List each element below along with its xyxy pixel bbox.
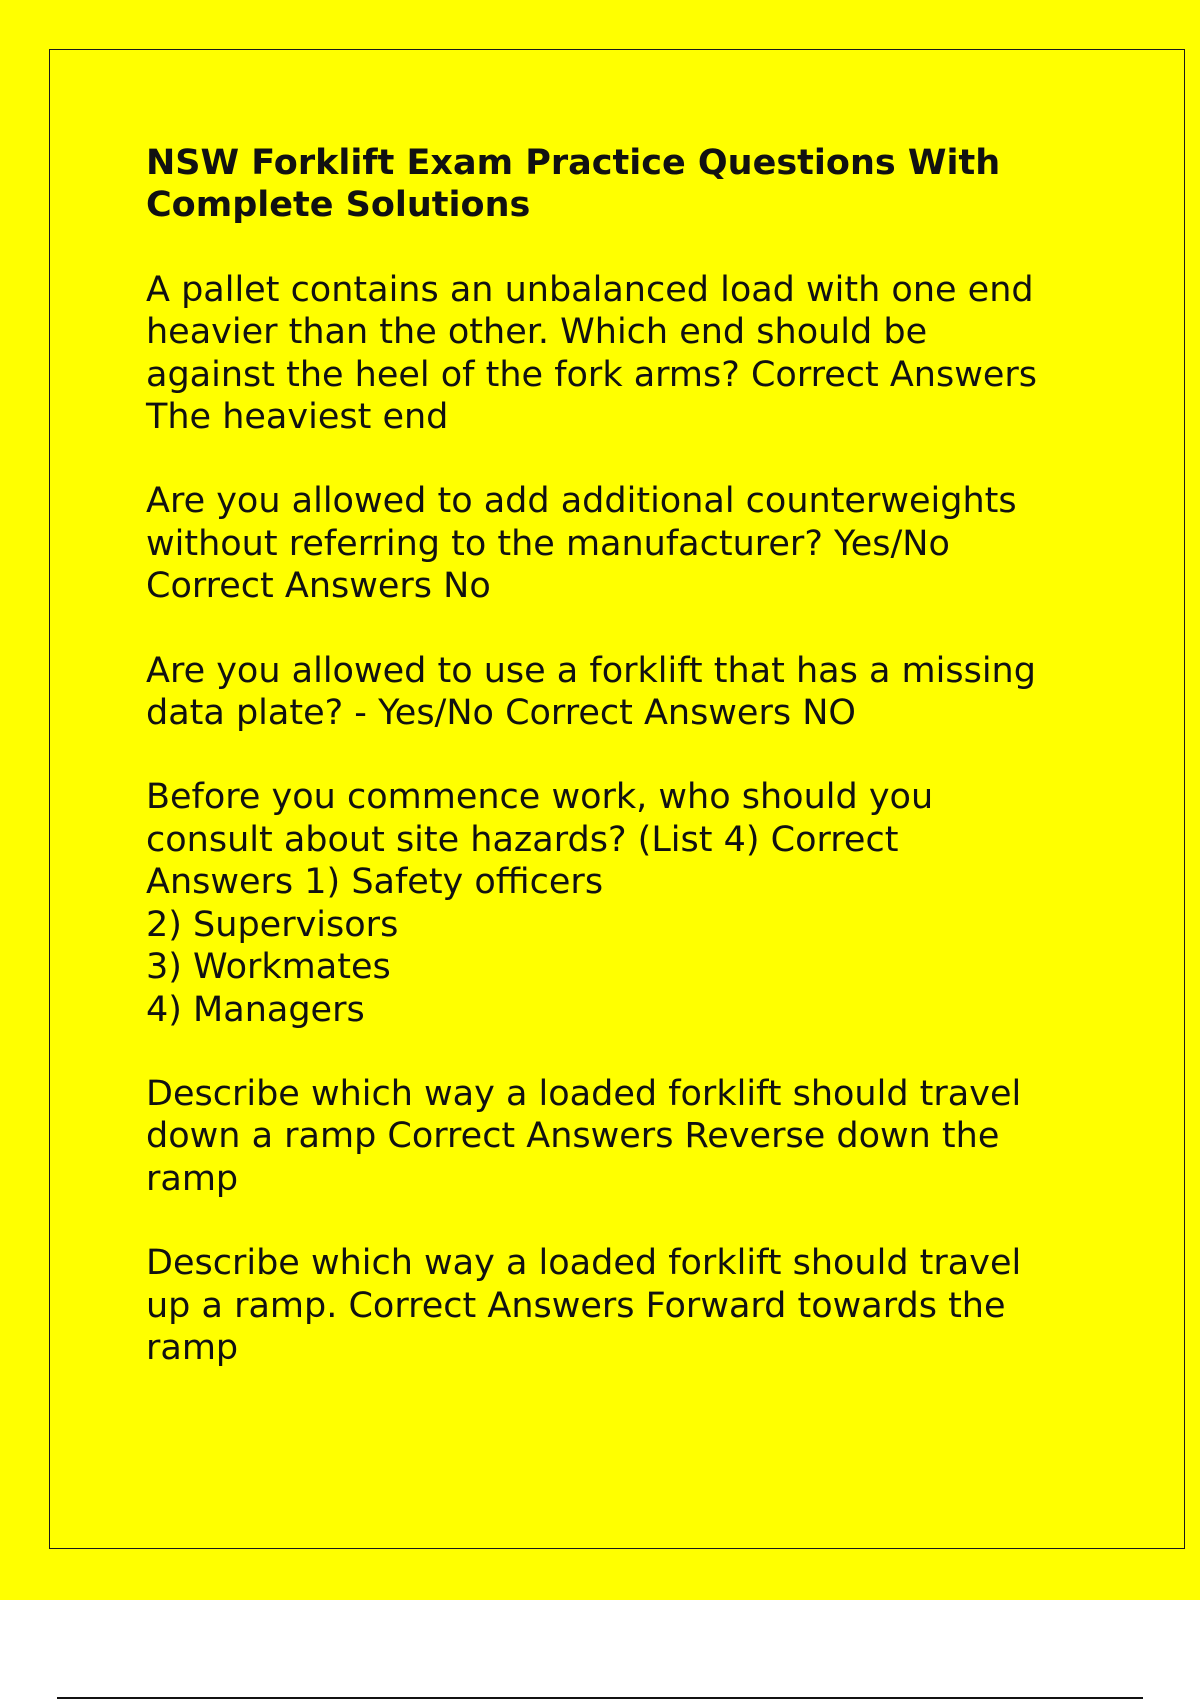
qa-item-up-ramp [146, 1242, 1106, 1369]
qa-item-down-ramp [146, 1073, 1106, 1200]
qa-line: The heaviest end [146, 397, 449, 438]
qa-line: against the heel of the fork arms? Correct Answers [146, 354, 1037, 395]
document-title [146, 142, 1106, 227]
qa-line: up a ramp. Correct Answers Forward towards the [146, 1285, 1006, 1326]
qa-item-site-hazards [146, 776, 1106, 1030]
qa-line: Are you allowed to use a forklift that has a missing [146, 650, 1036, 691]
qa-line: down a ramp Correct Answers Reverse down the [146, 1116, 1000, 1157]
qa-line: heavier than the other. Which end should be [146, 312, 928, 353]
qa-line: ramp [146, 1327, 239, 1368]
qa-line: 3) Workmates [146, 947, 391, 988]
qa-line: Correct Answers No [146, 566, 491, 607]
qa-line: A pallet contains an unbalanced load with one end [146, 269, 1034, 310]
title-line: Complete Solutions [146, 185, 531, 226]
title-line: NSW Forklift Exam Practice Questions With [146, 143, 1001, 183]
qa-line: Describe which way a loaded forklift should travel [146, 1243, 1022, 1284]
qa-line: 2) Supervisors [146, 904, 399, 945]
qa-line: Describe which way a loaded forklift should travel [146, 1073, 1022, 1114]
qa-line: without referring to the manufacturer? Yes/No [146, 523, 950, 564]
qa-line: ramp [146, 1158, 239, 1199]
qa-line: Answers 1) Safety officers [146, 862, 604, 903]
qa-line: 4) Managers [146, 989, 365, 1030]
qa-item-counterweights [146, 480, 1106, 607]
document-content [146, 142, 1106, 1411]
qa-line: Are you allowed to add additional counterweights [146, 481, 1017, 522]
qa-line: Before you commence work, who should you [146, 777, 934, 818]
qa-line: data plate? - Yes/No Correct Answers NO [146, 693, 856, 734]
qa-item-counterbalance [146, 269, 1106, 439]
footer-divider [57, 1697, 1143, 1699]
qa-item-data-plate [146, 650, 1106, 735]
qa-line: consult about site hazards? (List 4) Correct [146, 819, 899, 860]
